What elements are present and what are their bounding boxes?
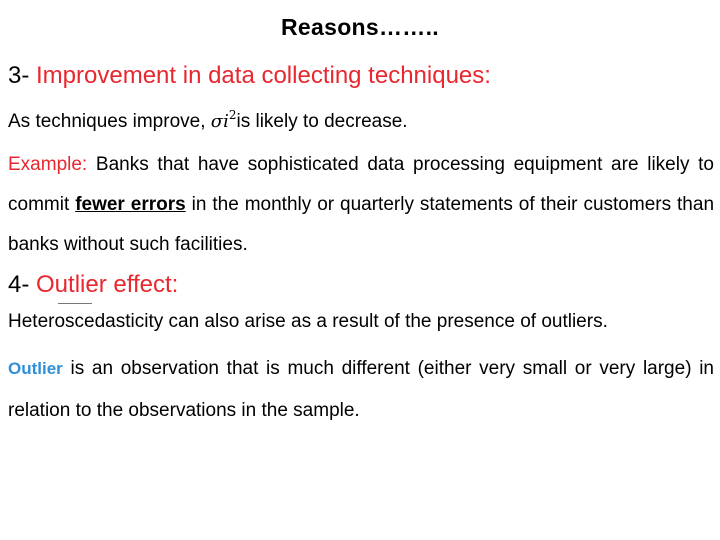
section-3-title: Improvement in data collecting techniques: — [36, 62, 491, 89]
sigma-i-squared-formula — [210, 108, 237, 132]
section-4-number: 4- — [8, 271, 30, 298]
section-3-number: 3- — [8, 62, 30, 89]
slide-body — [8, 58, 714, 432]
slide-title: Reasons…….. — [281, 14, 439, 40]
formula-exponent: 2 — [228, 108, 237, 122]
statement-text-after: is likely to decrease. — [236, 111, 408, 132]
outlier-definition-text: is an observation that is much different (either very small or very large) in relation to the observations in the sample. — [8, 358, 714, 421]
section-3-example — [8, 145, 714, 265]
example-text-before: Banks that have sophisticated data processing equipment are likely to commit — [8, 154, 714, 215]
example-emphasis: fewer errors — [75, 194, 186, 215]
decorative-underline-mark — [58, 303, 92, 304]
outlier-definition — [8, 348, 714, 432]
section-4-statement: Heteroscedasticity can also arise as a result of the presence of outliers. — [8, 311, 608, 332]
example-label: Example: — [8, 154, 88, 175]
example-text-after: in the monthly or quarterly statements of their customers than banks without such facilities. — [8, 194, 715, 255]
outlier-label: Outlier — [8, 359, 63, 378]
section-3-statement — [8, 102, 714, 135]
formula-base: σi — [210, 111, 229, 132]
statement-text-before: As techniques improve, — [8, 111, 206, 132]
section-4-title: Outlier effect: — [36, 271, 179, 298]
section-4-heading — [8, 267, 714, 303]
section-3-heading — [8, 58, 714, 94]
